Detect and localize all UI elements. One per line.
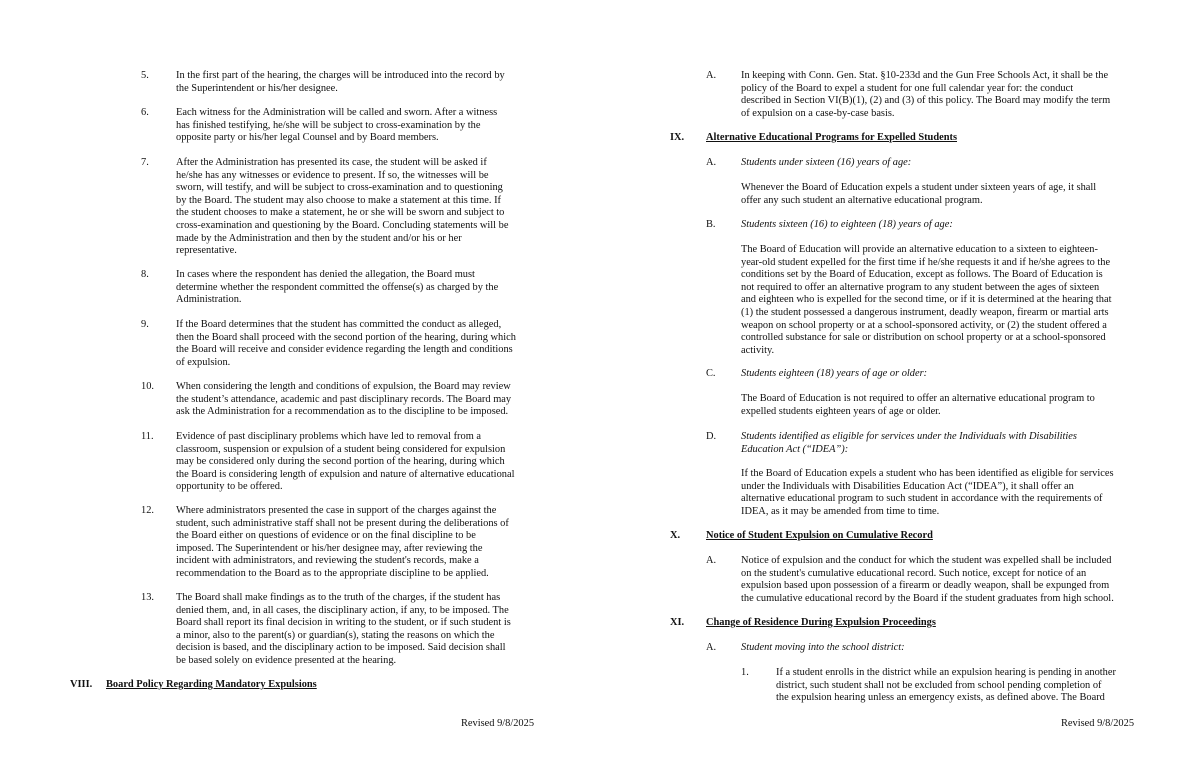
item-letter: A.	[706, 70, 717, 81]
item-letter: A.	[706, 642, 717, 653]
item-text: Notice of expulsion and the conduct for which the student was expelled shall be included on the student's cumulative educational record. Such notice, except for notice of an expulsion based upon possession of a firearm or deadly weapon, shall be expunged from the cumulative educational record by the Board if the student graduates from high school.	[741, 555, 1114, 604]
item-heading: Students sixteen (16) to eighteen (18) years of age:	[741, 219, 953, 230]
item-text: Where administrators presented the case in support of the charges against the student, such administrative staff shall not be present during the deliberations of the Board either on questions of evidence or on the final discipline to be imposed. The Superintendent or his/her designee may, after reviewing the incident with administrators, and reviewing the student's records, make a recommendation to the Board as to the appropriate discipline to be applied.	[176, 505, 509, 579]
section-number-ix: IX.	[670, 132, 685, 143]
section-title-ix: Alternative Educational Programs for Expelled Students	[706, 132, 958, 143]
item-text: The Board of Education will provide an alternative education to a sixteen to eighteen- year-old student expelled for the first time if he/she requests it and if he/she agrees to the conditions set by the Board of Education, except as follows. The Board of Education is not required to offer an alternative program to any student between the ages of sixteen and eighteen who is expelled for the second time, or if it is determined at the hearing that (1) the student possessed a dangerous instrument, deadly weapon, firearm or martial arts weapon on school property or at a school-sponsored activity, or (2) the student offered a controlled substance for sale or distribution on school property or at a school-sponsored activity.	[741, 244, 1112, 356]
section-title-viii: Board Policy Regarding Mandatory Expulsions	[106, 679, 317, 690]
item-text: In the first part of the hearing, the charges will be introduced into the record by the Superintendent or his/her designee.	[176, 70, 505, 94]
item-number: 10.	[141, 381, 154, 392]
item-letter: B.	[706, 219, 716, 230]
item-number: 8.	[141, 269, 149, 280]
item-number: 7.	[141, 157, 149, 168]
section-number-viii: VIII.	[70, 679, 93, 690]
item-text: In keeping with Conn. Gen. Stat. §10-233d and the Gun Free Schools Act, it shall be the policy of the Board to expel a student for one full calendar year for: the conduct described in Section VI(B)(1), (2) and (3) of this policy. The Board may modify the term of expulsion on a case-by-case basis.	[741, 70, 1111, 119]
item-heading: Students eighteen (18) years of age or older:	[741, 368, 928, 379]
item-letter: D.	[706, 431, 717, 442]
item-text: The Board of Education is not required to offer an alternative educational program to expelled students eighteen years of age or older.	[741, 393, 1095, 417]
item-text: After the Administration has presented its case, the student will be asked if he/she has any witnesses or evidence to present. If so, the witnesses will be sworn, will testify, and will be subject to cross-examination and to questioning by the Board. The student may also choose to make a statement at this time. If the student chooses to make a statement, he or she will be sworn and subject to cross-examination and questioning by the Board. Concluding statements will be made by the Administration and then by the student and/or his or her representative.	[176, 157, 509, 257]
page-footer: Revised 9/8/2025	[1061, 718, 1135, 729]
item-text: Each witness for the Administration will be called and sworn. After a witness has finished testifying, he/she will be subject to cross-examination by the opposite party or his/her legal Counsel and by Board members.	[176, 107, 498, 144]
item-letter: C.	[706, 368, 716, 379]
item-heading: Students under sixteen (16) years of age:	[741, 157, 912, 168]
page-footer: Revised 9/8/2025	[461, 718, 535, 729]
item-number: 9.	[141, 319, 149, 330]
item-letter: A.	[706, 555, 717, 566]
item-text: The Board shall make findings as to the truth of the charges, if the student has denied them, and, in all cases, the disciplinary action, if any, to be imposed. The Board shall report its final decision in writing to the student, or if such student is a minor, also to the parent(s) or guardian(s), stating the reasons on which the decision is based, and the disciplinary action to be imposed. Said decision shall be based solely on evidence presented at the hearing.	[176, 592, 511, 666]
item-text: When considering the length and conditions of expulsion, the Board may review the student’s attendance, academic and past disciplinary records. The Board may ask the Administration for a recommendation as to the discipline to be imposed.	[176, 381, 512, 418]
item-text: Evidence of past disciplinary problems which have led to removal from a classroom, suspension or expulsion of a student being considered for expulsion may be considered only during the second portion of the hearing, during which the Board is considering length of expulsion and nature of alternative educational opportunity to be offered.	[176, 431, 515, 493]
item-number: 1.	[741, 667, 749, 678]
right-page	[600, 0, 1200, 776]
item-number: 6.	[141, 107, 149, 118]
item-number: 12.	[141, 505, 154, 516]
item-number: 13.	[141, 592, 154, 603]
item-text: Whenever the Board of Education expels a student under sixteen years of age, it shall offer any such student an alternative educational program.	[741, 182, 1097, 206]
item-text: If the Board of Education expels a student who has been identified as eligible for services under the Individuals with Disabilities Education Act (“IDEA”), it shall offer an alternative educational program to such student in accordance with the requirements of IDEA, as it may be amended from time to time.	[741, 468, 1114, 517]
item-text: If a student enrolls in the district while an expulsion hearing is pending in another district, such student shall not be excluded from school pending completion of the expulsion hearing unless an emergency exists, as defined above. The Board	[776, 667, 1116, 704]
section-number-x: X.	[670, 530, 681, 541]
item-letter: A.	[706, 157, 717, 168]
item-number: 11.	[141, 431, 154, 442]
section-number-xi: XI.	[670, 617, 685, 628]
section-title-xi: Change of Residence During Expulsion Proceedings	[706, 617, 936, 628]
item-heading: Student moving into the school district:	[741, 642, 905, 653]
section-title-x: Notice of Student Expulsion on Cumulative Record	[706, 530, 933, 541]
item-text: If the Board determines that the student has committed the conduct as alleged, then the Board shall proceed with the second portion of the hearing, during which the Board will receive and consider evidence regarding the length and conditions of expulsion.	[176, 319, 516, 368]
item-heading: Students identified as eligible for services under the Individuals with Disabilities Education Act (“IDEA”):	[741, 431, 1077, 455]
item-number: 5.	[141, 70, 149, 81]
item-text: In cases where the respondent has denied the allegation, the Board must determine whether the respondent committed the offense(s) as charged by the Administration.	[176, 269, 499, 306]
